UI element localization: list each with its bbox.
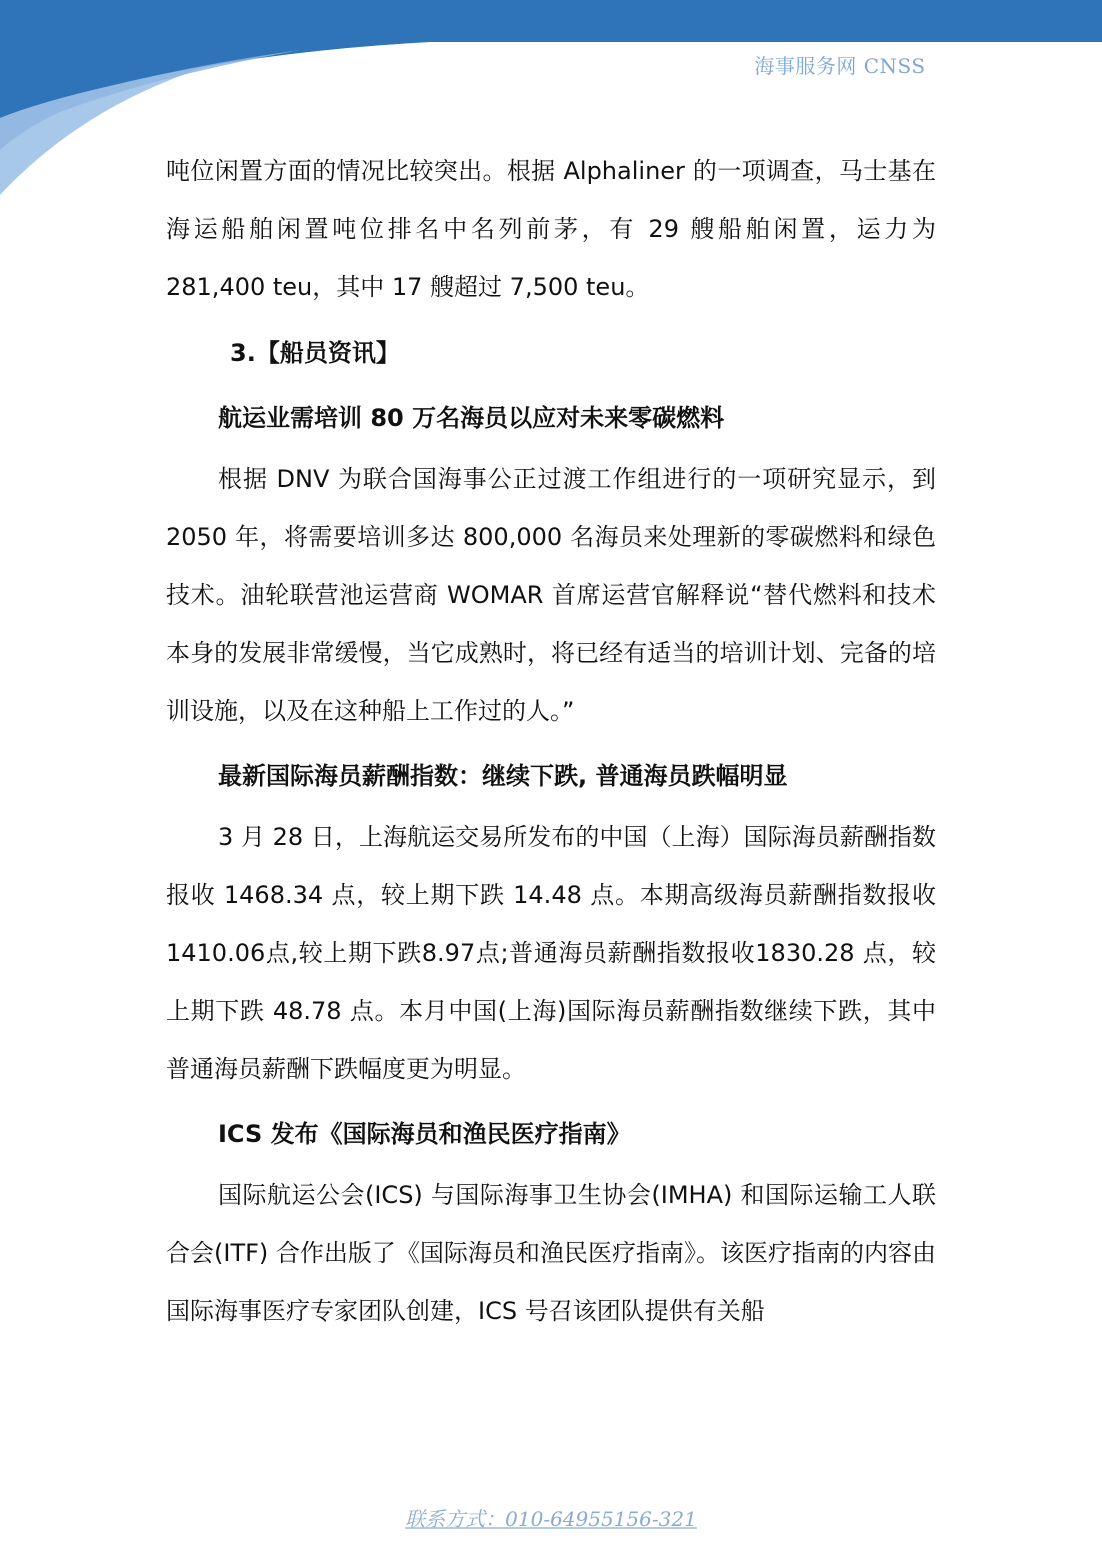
article-title-wage-index: 最新国际海员薪酬指数：继续下跌, 普通海员跌幅明显 — [218, 762, 788, 790]
article-title-training: 航运业需培训 80 万名海员以应对未来零碳燃料 — [218, 404, 725, 432]
article-title-ics-guide: ICS 发布《国际海员和渔民医疗指南》 — [218, 1120, 631, 1148]
footer-contact-link[interactable]: 联系方式：010-64955156-321 — [405, 1507, 697, 1531]
article-body-ics-guide: 国际航运公会(ICS) 与国际海事卫生协会(IMHA) 和国际运输工人联合会(ITF) 合作出版了《国际海员和渔民医疗指南》。该医疗指南的内容由国际海事医疗专家团队创建，ICS 号召该团队提供有关船 — [166, 1181, 936, 1325]
intro-paragraph: 吨位闲置方面的情况比较突出。根据 Alphaliner 的一项调查，马士基在海运船舶闲置吨位排名中名列前茅，有 29 艘船舶闲置，运力为 281,400 teu，其中 17 艘超过 7,500 teu。 — [166, 157, 936, 301]
header-brand: 海事服务网 CNSS — [754, 54, 926, 78]
article-body-wage-index: 3 月 28 日，上海航运交易所发布的中国（上海）国际海员薪酬指数报收 1468.34 点，较上期下跌 14.48 点。本期高级海员薪酬指数报收1410.06点,较上期下跌8.97点;普通海员薪酬指数报收1830.28 点，较上期下跌 48.78 点。本月中国(上海)国际海员薪酬指数继续下跌，其中普通海员薪酬下跌幅度更为明显。 — [166, 823, 936, 1083]
document-body — [166, 142, 936, 1340]
section-title-crew-news: 3.【船员资讯】 — [230, 339, 400, 367]
article-body-training: 根据 DNV 为联合国海事公正过渡工作组进行的一项研究显示，到 2050 年，将需要培训多达 800,000 名海员来处理新的零碳燃料和绿色技术。油轮联营池运营商 WOMAR 首席运营官解释说“替代燃料和技术本身的发展非常缓慢，当它成熟时，将已经有适当的培训计划、完备的培训设施，以及在这种船上工作过的人。” — [166, 465, 936, 725]
